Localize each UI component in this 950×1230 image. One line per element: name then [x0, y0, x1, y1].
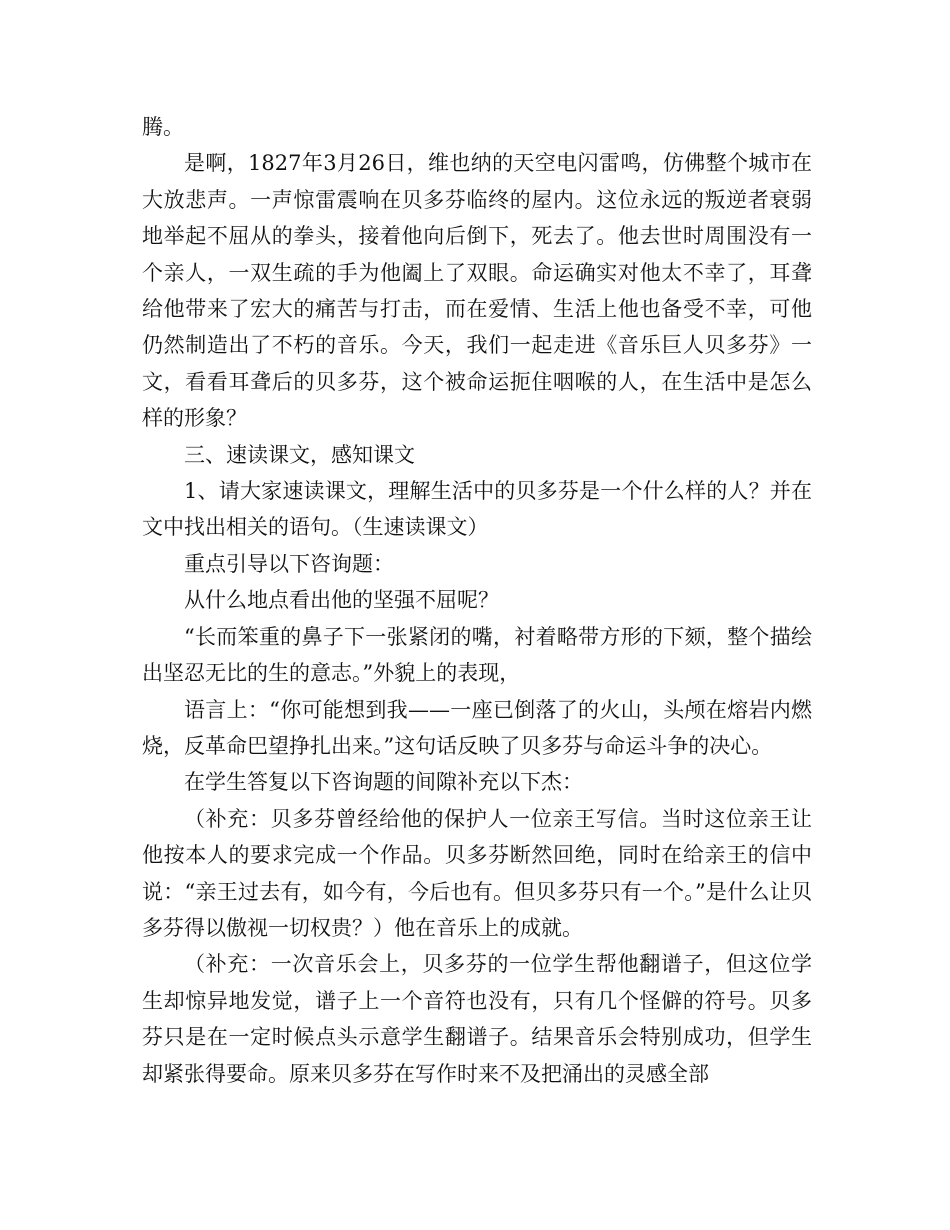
paragraph-10: （补充：贝多芬曾经给他的保护人一位亲王写信。当时这位亲王让他按本人的要求完成一个作品。贝多芬断然回绝，同时在给亲王的信中说：“亲王过去有，如今有，今后也有。但贝多芬只有一个。”是什么让贝多芬得以傲视一切权贵？）他在音乐上的成就。	[142, 806, 812, 940]
paragraph-7: “长而笨重的鼻子下一张紧闭的嘴，衬着略带方形的下颏，整个描绘出坚忍无比的生的意志。”外貌上的表现，	[142, 624, 812, 686]
paragraph-6: 从什么地点看出他的坚强不屈呢？	[184, 588, 499, 613]
paragraph-9: 在学生答复以下咨询题的间隙补充以下杰：	[184, 770, 583, 795]
section-heading-3: 三、速读课文，感知课文	[184, 442, 415, 467]
paragraph-2: 是啊，1827年3月26日，维也纳的天空电闪雷鸣，仿佛整个城市在大放悲声。一声惊雷震响在贝多芬临终的屋内。这位永远的叛逆者衰弱地举起不屈从的拳头，接着他向后倒下，死去了。他去世时周围没有一个亲人，一双生疏的手为他阖上了双眼。命运确实对他太不幸了，耳聋给他带来了宏大的痛苦与打击，而在爱情、生活上他也备受不幸，可他仍然制造出了不朽的音乐。今天，我们一起走进《音乐巨人贝多芬》一文，看看耳聋后的贝多芬，这个被命运扼住咽喉的人，在生活中是怎么样的形象？	[142, 151, 812, 431]
paragraph-11: （补充：一次音乐会上，贝多芬的一位学生帮他翻谱子，但这位学生却惊异地发觉，谱子上一个音符也没有，只有几个怪僻的符号。贝多芬只是在一定时候点头示意学生翻谱子。结果音乐会特别成功，但学生却紧张得要命。原来贝多芬在写作时来不及把涌出的灵感全部	[142, 952, 812, 1086]
paragraph-4: 1、请大家速读课文，理解生活中的贝多芬是一个什么样的人？并在文中找出相关的语句。（生速读课文）	[142, 479, 812, 540]
paragraph-8: 语言上：“你可能想到我——一座已倒落了的火山，头颅在熔岩内燃烧，反革命巴望挣扎出来。”这句话反映了贝多芬与命运斗争的决心。	[142, 697, 812, 758]
paragraph-5: 重点引导以下咨询题：	[184, 551, 394, 576]
paragraph-1: 腾。	[142, 115, 184, 139]
document-page	[142, 109, 812, 1092]
